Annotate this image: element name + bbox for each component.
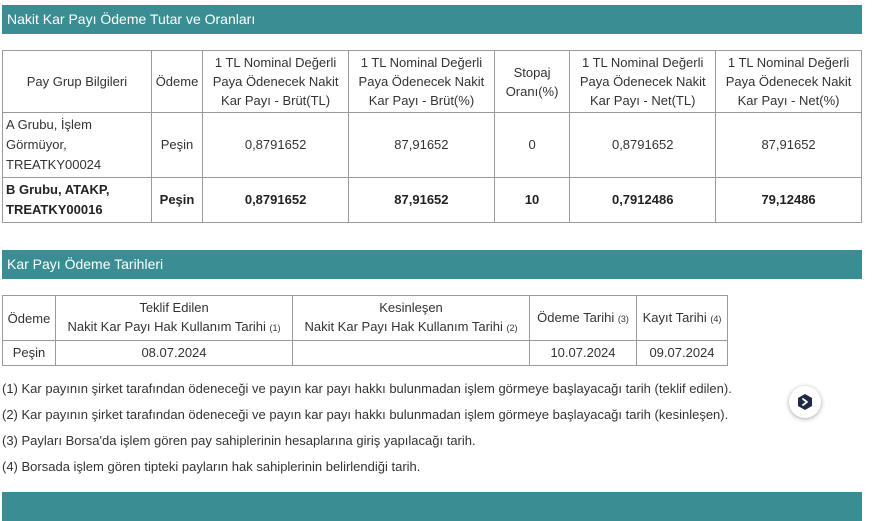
col-teklif-edilen (56, 296, 293, 341)
cell-odeme: Peşin (151, 113, 202, 178)
footnote-ref: (3) (617, 313, 629, 324)
col-kesin-bottom: Nakit Kar Payı Hak Kullanım Tarihi (2) (304, 319, 518, 334)
payment-dates-table (2, 295, 728, 366)
cell-odeme: Peşin (151, 178, 202, 223)
table-row (3, 178, 862, 223)
footnote-1: (1) Kar payının şirket tarafından ödeneceği ve payın kar payı hakkı bulunmadan işlem görmeye başlayacağı tarih (teklif edilen). (2, 381, 732, 396)
col-odeme: Ödeme (151, 51, 202, 113)
cell-net-pct: 87,91652 (716, 113, 862, 178)
section-header-tutar-oranlari (2, 5, 862, 34)
col-net-pct: 1 TL Nominal Değerli Paya Ödenecek Nakit Kar Payı - Net(%) (716, 51, 862, 113)
cell-net-tl: 0,7912486 (570, 178, 716, 223)
cell-odeme: Peşin (3, 341, 56, 366)
cell-brut-pct: 87,91652 (349, 178, 495, 223)
col-kesin-top: Kesinleşen (379, 300, 443, 315)
col-teklif-bottom: Nakit Kar Payı Hak Kullanım Tarihi (1) (67, 319, 281, 334)
footnote-ref: (4) (710, 313, 722, 324)
col-brut-tl: 1 TL Nominal Değerli Paya Ödenecek Nakit Kar Payı - Brüt(TL) (203, 51, 349, 113)
cell-stopaj: 0 (494, 113, 569, 178)
table-row (3, 341, 728, 366)
footnote-4: (4) Borsada işlem gören tipteki payların hak sahiplerinin belirlendiği tarih. (2, 459, 421, 474)
footnote-3: (3) Payları Borsa'da işlem gören pay sahiplerinin hesaplarına giriş yapılacağı tarih. (2, 433, 476, 448)
chat-widget-button[interactable] (789, 386, 821, 418)
cell-pay-grup: A Grubu, İşlem Görmüyor, TREATKY00024 (3, 113, 152, 178)
col-brut-pct: 1 TL Nominal Değerli Paya Ödenecek Nakit Kar Payı - Brüt(%) (349, 51, 495, 113)
section-header-next (2, 492, 862, 521)
col-kayit-tarihi: Kayıt Tarihi (4) (637, 296, 728, 341)
footnote-2: (2) Kar payının şirket tarafından ödeneceği ve payın kar payı hakkı bulunmadan işlem görmeye başlayacağı tarih (kesinleşen). (2, 407, 729, 422)
table-header-row (3, 51, 862, 113)
section-title: Nakit Kar Payı Ödeme Tutar ve Oranları (7, 11, 256, 27)
footnote-ref: (2) (506, 323, 518, 333)
col-kesinlesen (293, 296, 530, 341)
col-stopaj: Stopaj Oranı(%) (494, 51, 569, 113)
cell-net-pct: 79,12486 (716, 178, 862, 223)
col-teklif-top: Teklif Edilen (139, 300, 209, 315)
cell-odeme-tarihi: 10.07.2024 (530, 341, 637, 366)
col-net-tl: 1 TL Nominal Değerli Paya Ödenecek Nakit Kar Payı - Net(TL) (570, 51, 716, 113)
cell-kesin-tarihi (293, 341, 530, 366)
chat-bubble-icon (796, 393, 814, 411)
cell-brut-pct: 87,91652 (349, 113, 495, 178)
cell-stopaj: 10 (494, 178, 569, 223)
cell-pay-grup: B Grubu, ATAKP, TREATKY00016 (3, 178, 152, 223)
cell-net-tl: 0,8791652 (570, 113, 716, 178)
col-odeme: Ödeme (3, 296, 56, 341)
dividend-amounts-table (2, 50, 862, 223)
col-pay-grup: Pay Grup Bilgileri (3, 51, 152, 113)
table-row (3, 113, 862, 178)
col-odeme-tarihi: Ödeme Tarihi (3) (530, 296, 637, 341)
footnote-ref: (1) (269, 323, 281, 333)
section-title: Kar Payı Ödeme Tarihleri (7, 256, 164, 272)
cell-kayit-tarihi: 09.07.2024 (637, 341, 728, 366)
section-header-odeme-tarihleri (2, 250, 862, 279)
cell-brut-tl: 0,8791652 (203, 113, 349, 178)
table-header-row (3, 296, 728, 341)
cell-teklif-tarihi: 08.07.2024 (56, 341, 293, 366)
cell-brut-tl: 0,8791652 (203, 178, 349, 223)
